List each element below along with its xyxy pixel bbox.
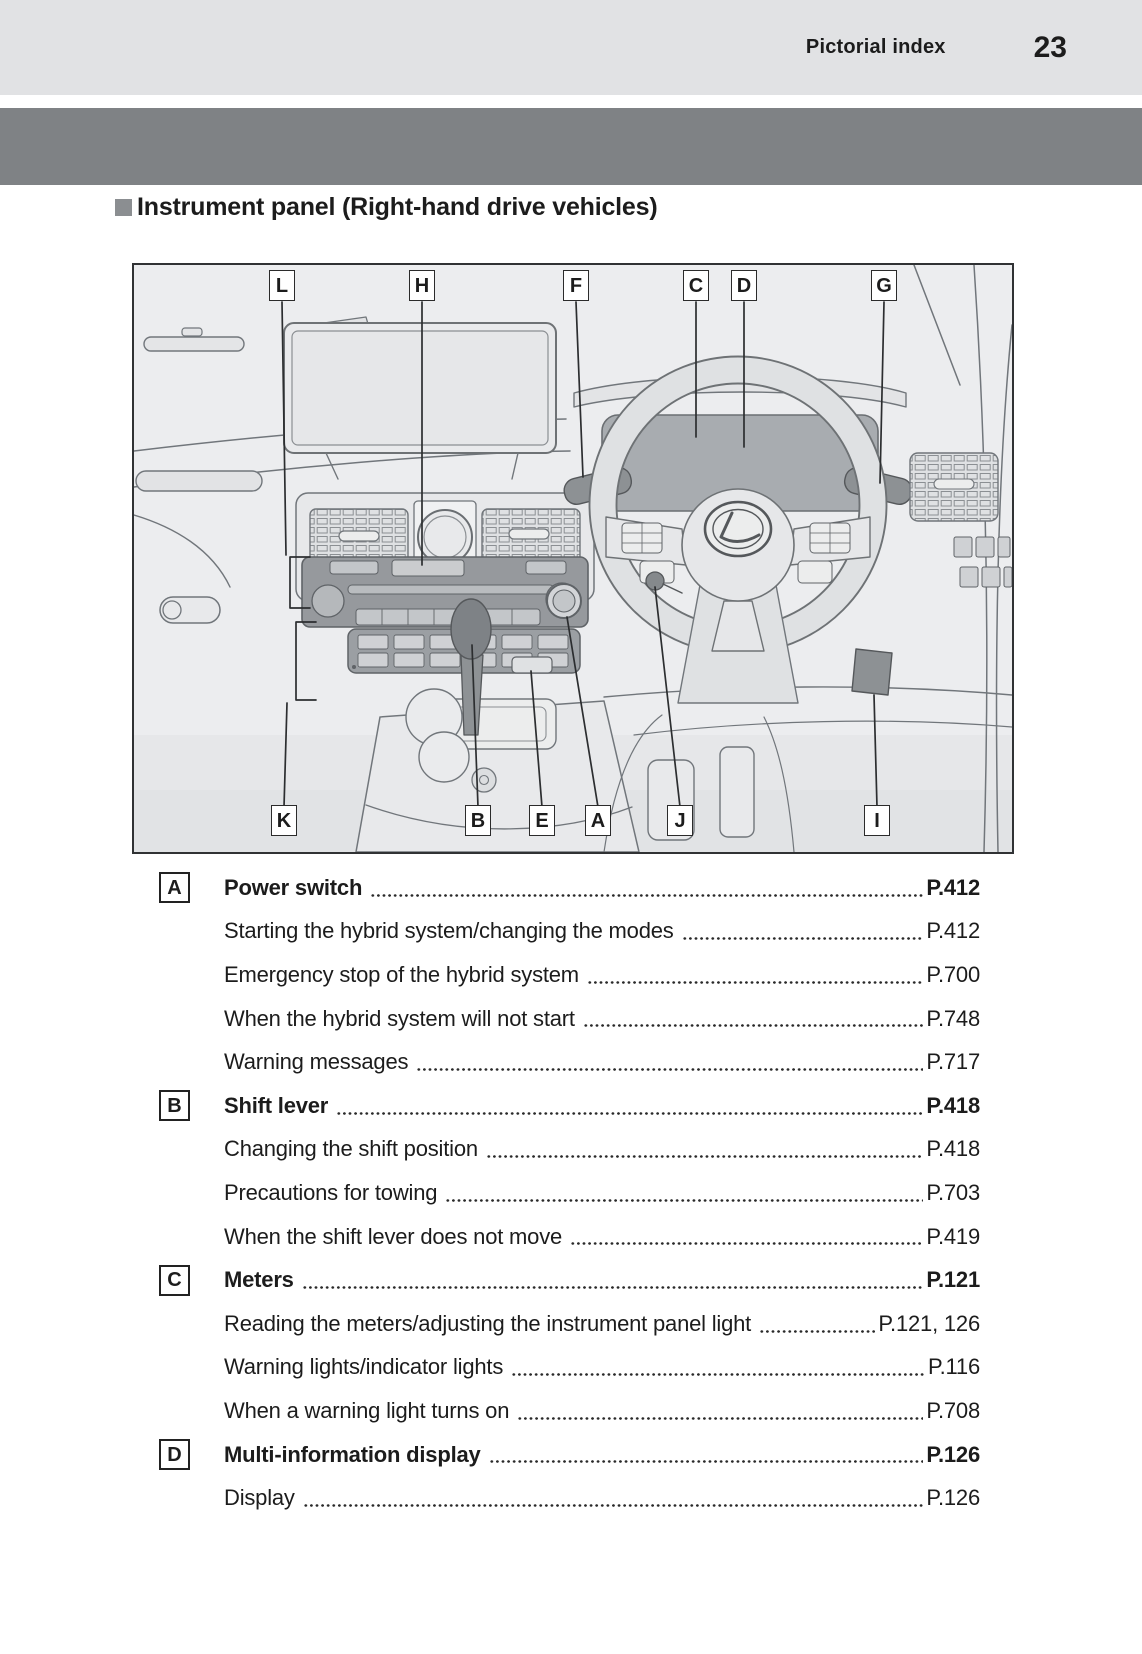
dot-leader [370,879,923,897]
index-entry-row [159,1433,980,1477]
index-letter-box: A [159,872,190,903]
page-reference: P.748 [926,1005,980,1031]
audio-top-button [392,560,464,576]
page-header [0,0,1142,95]
dot-leader [587,966,923,984]
dot-leader [445,1184,923,1202]
knee-panel-switch [852,649,892,695]
diagram-callout-L: L [269,270,295,301]
dot-leader [511,1358,925,1376]
diagram-callout-E: E [529,805,555,836]
index-item-title: When the shift lever does not move [224,1223,563,1249]
index-entry-row [159,866,980,910]
page-reference: P.418 [926,1136,980,1162]
index-item-title: Meters [224,1267,294,1293]
page-reference: P.708 [926,1397,980,1423]
index-subitem-row [159,910,980,954]
index-item-title: Warning lights/indicator lights [224,1354,504,1380]
dot-leader [489,1446,924,1464]
page-reference: P.717 [926,1049,980,1075]
heading-text: Instrument panel (Right-hand drive vehicles) [137,193,658,221]
index-item-title: Changing the shift position [224,1136,478,1162]
defroster-vent [144,337,244,351]
index-item-title: When the hybrid system will not start [224,1005,575,1031]
index-letter-box: D [159,1439,190,1470]
dot-leader [583,1010,923,1028]
index-item-title: Emergency stop of the hybrid system [224,961,579,987]
page-reference: P.126 [926,1441,980,1467]
index-item-title: Starting the hybrid system/changing the modes [224,918,674,944]
page-reference: P.700 [926,961,980,987]
dot-leader [302,1271,924,1289]
index-subitem-row [159,1476,980,1520]
chapter-band [0,108,1142,185]
instrument-panel-diagram [132,263,1014,854]
diagram-callout-J: J [667,805,693,836]
accelerator-pedal [720,747,754,837]
index-subitem-row [159,1128,980,1172]
dot-leader [570,1228,923,1246]
lexus-logo-icon [705,502,771,556]
cd-slot [348,585,554,594]
index-subitem-row [159,1040,980,1084]
index-entry-row [159,1084,980,1128]
dot-leader [336,1097,923,1115]
shift-lever [451,599,491,659]
diagram-callout-I: I [864,805,890,836]
dot-leader [416,1053,923,1071]
index-item-title: Reading the meters/adjusting the instrument panel light [224,1310,752,1336]
index-item-title: When a warning light turns on [224,1397,510,1423]
index-subitem-row [159,997,980,1041]
index-item-title: Display [224,1485,295,1511]
dot-leader [759,1315,875,1333]
index-subitem-row [159,1389,980,1433]
section-heading [115,193,657,222]
diagram-callout-D: D [731,270,757,301]
diagram-callout-H: H [409,270,435,301]
diagram-callout-B: B [465,805,491,836]
page-reference: P.121, 126 [878,1310,980,1336]
header-page-number: 23 [1033,30,1067,64]
index-letter-box: C [159,1265,190,1296]
page-reference: P.419 [926,1223,980,1249]
page-reference: P.703 [926,1179,980,1205]
index-subitem-row [159,1171,980,1215]
pictorial-index-list [159,866,980,1520]
dot-leader [517,1402,923,1420]
index-item-title: Power switch [224,874,363,900]
page-reference: P.116 [927,1354,980,1380]
page-reference: P.418 [926,1092,980,1118]
page-reference: P.412 [926,918,980,944]
diagram-callout-A: A [585,805,611,836]
index-item-title: Shift lever [224,1092,329,1118]
side-air-vent [136,471,262,491]
index-subitem-row [159,1302,980,1346]
index-entry-row [159,1258,980,1302]
dot-leader [303,1489,924,1507]
dot-leader [486,1140,923,1158]
index-subitem-row [159,1346,980,1390]
index-item-title: Precautions for towing [224,1179,438,1205]
index-subitem-row [159,1215,980,1259]
diagram-callout-K: K [271,805,297,836]
page-reference: P.126 [926,1485,980,1511]
shift-position-indicator [512,657,552,673]
heading-bullet-square-icon [115,199,132,216]
index-letter-box: B [159,1090,190,1121]
diagram-callout-C: C [683,270,709,301]
dot-leader [682,922,924,940]
audio-knob-left [312,585,344,617]
index-item-title: Warning messages [224,1049,409,1075]
page-reference: P.412 [926,874,980,900]
header-section-title: Pictorial index [805,36,946,58]
diagram-callout-G: G [871,270,897,301]
page-reference: P.121 [926,1267,980,1293]
index-item-title: Multi-information display [224,1441,481,1467]
clock [418,510,472,564]
diagram-callout-F: F [563,270,589,301]
dashboard-illustration [134,265,1012,852]
index-subitem-row [159,953,980,997]
